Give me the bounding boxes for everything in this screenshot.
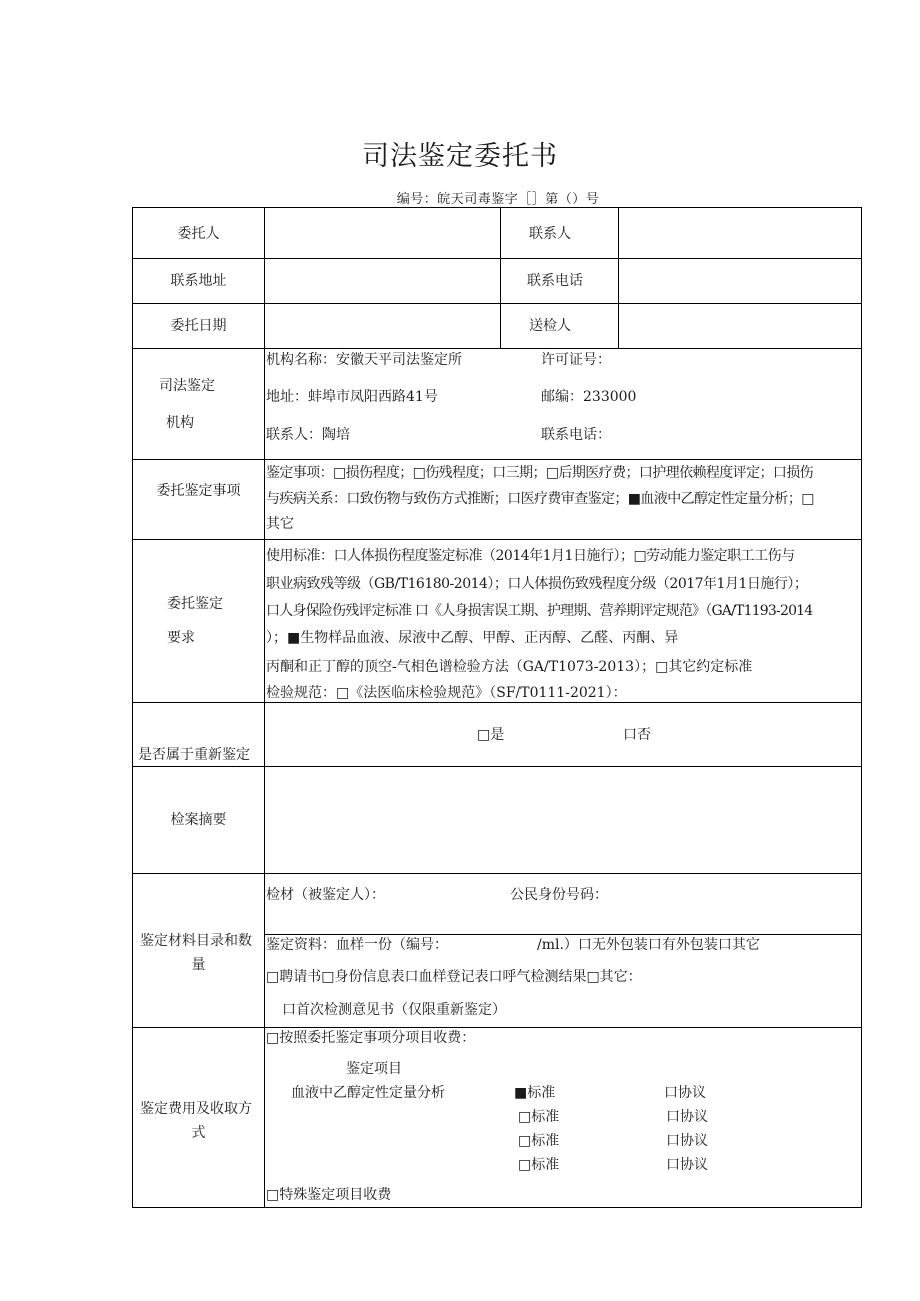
contact-person-field[interactable]: [619, 208, 861, 258]
case-summary-field[interactable]: [265, 767, 861, 873]
entrustment-form: [132, 207, 862, 1208]
case-summary-label: 检案摘要: [170, 812, 227, 828]
sample-label: 检材（被鉴定人）：: [266, 887, 385, 903]
matters-label: 委托鉴定事项: [156, 483, 241, 499]
institution-contact: 联系人：陶培: [266, 427, 350, 443]
requirements-line-1: 使用标准：口人体损伤程度鉴定标准（2014年1月1日施行）；□劳动能力鉴定职工工伤与: [266, 548, 795, 564]
institution-name: 机构名称：安徽天平司法鉴定所: [266, 352, 462, 368]
requirements-label-1: 委托鉴定: [167, 596, 223, 612]
fee-standard-option-2[interactable]: □标准: [518, 1109, 560, 1125]
phone-label: 联系电话: [527, 273, 583, 289]
special-fee-option[interactable]: □特殊鉴定项目收费: [266, 1187, 392, 1203]
sender-label: 送检人: [529, 318, 571, 334]
document-title: 司法鉴定委托书: [362, 141, 558, 172]
fee-agreement-option-1[interactable]: 口协议: [664, 1085, 706, 1101]
first-opinion-option[interactable]: 口首次检测意见书（仅限重新鉴定）: [282, 1002, 506, 1018]
address-field[interactable]: [265, 259, 500, 303]
requirements-line-5: 丙酮和正丁醇的顶空-气相色谱检验方法（GA/T1073-2013）；□其它约定标准: [266, 659, 753, 675]
fee-standard-option-1[interactable]: ■标准: [514, 1085, 556, 1101]
id-number-label: 公民身份号码：: [510, 887, 608, 903]
materials-label-1: 鉴定材料目录和数: [140, 933, 252, 949]
fees-label-2: 式: [191, 1125, 206, 1141]
fee-standard-option-4[interactable]: □标准: [518, 1157, 560, 1173]
contact-person-label: 联系人: [529, 226, 571, 242]
postcode: 邮编：233000: [541, 389, 637, 405]
requirements-label-2: 要求: [167, 630, 195, 646]
institution-label-2: 机构: [166, 415, 194, 431]
matters-line-2: 与疾病关系：口致伤物与致伤方式推断；口医疗费审查鉴定；■血液中乙醇定性定量分析；□: [266, 491, 814, 507]
fees-by-item-option[interactable]: □按照委托鉴定事项分项目收费：: [266, 1030, 476, 1046]
requirements-line-6: 检验规范：□《法医临床检验规范》（SF/T0111-2021）：: [266, 685, 627, 701]
institution-label-1: 司法鉴定: [159, 378, 215, 394]
institution-address: 地址：蚌埠市凤阳西路41号: [266, 389, 438, 405]
fee-agreement-option-3[interactable]: 口协议: [666, 1133, 708, 1149]
client-label: 委托人: [177, 226, 220, 242]
sender-field[interactable]: [619, 304, 861, 348]
fee-agreement-option-2[interactable]: 口协议: [666, 1109, 708, 1125]
reappraisal-label: 是否属于重新鉴定: [138, 747, 250, 763]
requirements-line-2: 职业病致残等级（GB/T16180-2014）；口人体损伤致残程度分级（2017年1月1日施行）；: [266, 576, 808, 592]
matters-line-3: 其它: [266, 516, 294, 532]
fees-label-1: 鉴定费用及收取方: [140, 1101, 252, 1117]
fees-item-header: 鉴定项目: [346, 1061, 402, 1077]
phone-field[interactable]: [619, 259, 861, 303]
license-number: 许可证号：: [541, 352, 611, 368]
fee-agreement-option-4[interactable]: 口协议: [666, 1157, 708, 1173]
reappraisal-no-option[interactable]: 口否: [623, 727, 651, 743]
client-field[interactable]: [265, 208, 500, 258]
requirements-line-4: ）；■生物样品血液、尿液中乙醇、甲醇、正丙醇、乙醛、丙酮、异: [266, 630, 679, 646]
requirements-line-3: 口人身保险伤残评定标准 口《人身损害误工期、护理期、营养期评定规范》（GA/T1193-2014: [266, 603, 813, 619]
fee-standard-option-3[interactable]: □标准: [518, 1133, 560, 1149]
document-number: 编号：皖天司毒鉴字［］第（）号: [396, 192, 600, 207]
reappraisal-yes-option[interactable]: □是: [477, 727, 505, 743]
date-label: 委托日期: [170, 318, 227, 334]
fees-item-1: 血液中乙醇定性定量分析: [291, 1085, 445, 1101]
matters-line-1: 鉴定事项：□损伤程度；□伤残程度；口三期；□后期医疗费；口护理依赖程度评定；口损伤: [266, 465, 814, 481]
materials-data-line: 鉴定资料：血样一份（编号： /ml.）口无外包装口有外包装口其它: [266, 937, 760, 953]
materials-label-2: 量: [191, 957, 206, 973]
address-label: 联系地址: [170, 273, 227, 289]
date-field[interactable]: [265, 304, 500, 348]
materials-docs-line: □聘请书□身份信息表口血样登记表口呼气检测结果□其它：: [266, 969, 642, 985]
institution-phone: 联系电话：: [541, 427, 611, 443]
